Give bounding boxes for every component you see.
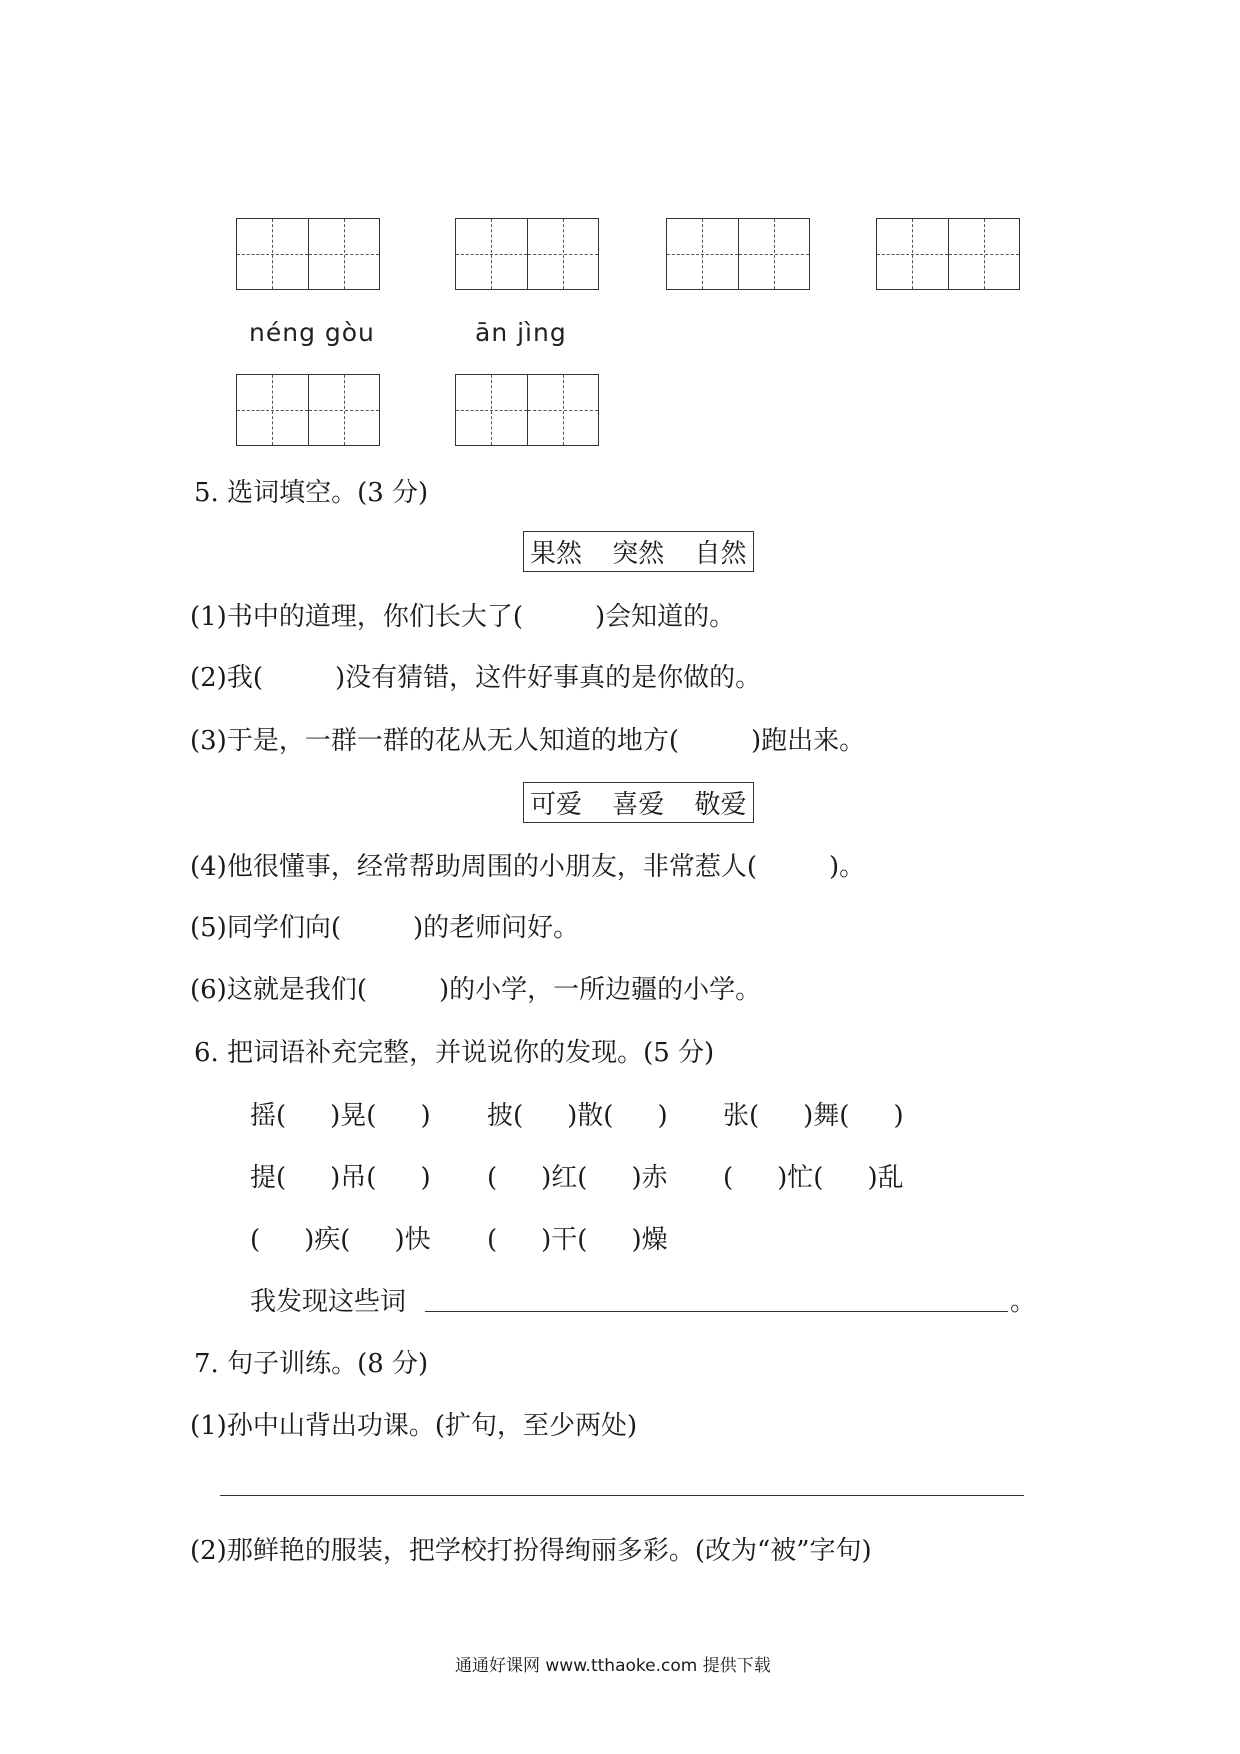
answer-line bbox=[425, 1311, 1008, 1312]
q6-word: 披( )散( ) bbox=[487, 1101, 668, 1131]
q6-word: ( )红( )赤 bbox=[487, 1163, 668, 1193]
q5-sentence-1: (1)书中的道理，你们长大了( )会知道的。 bbox=[190, 602, 736, 632]
question-5-title: 5. 选词填空。(3 分) bbox=[194, 478, 429, 508]
question-7-title: 7. 句子训练。(8 分) bbox=[194, 1349, 429, 1379]
writing-grid bbox=[876, 218, 1020, 290]
q5-sentence-3: (3)于是，一群一群的花从无人知道的地方( )跑出来。 bbox=[190, 726, 866, 756]
writing-grid bbox=[236, 218, 380, 290]
q5-sentence-6: (6)这就是我们( )的小学，一所边疆的小学。 bbox=[190, 975, 762, 1005]
q6-word: 张( )舞( ) bbox=[723, 1101, 904, 1131]
writing-grid bbox=[666, 218, 810, 290]
writing-grid bbox=[455, 374, 599, 446]
q6-word: 摇( )晃( ) bbox=[250, 1101, 431, 1131]
q5-sentence-4: (4)他很懂事，经常帮助周围的小朋友，非常惹人( )。 bbox=[190, 852, 866, 882]
q7-item-2: (2)那鲜艳的服装，把学校打扮得绚丽多彩。(改为“被”字句) bbox=[190, 1536, 872, 1566]
footer-credit: 通通好课网 www.tthaoke.com 提供下载 bbox=[455, 1656, 771, 1676]
q6-word: ( )疾( )快 bbox=[250, 1225, 431, 1255]
word-bank-2: 可爱 喜爱 敬爱 bbox=[523, 782, 754, 823]
q5-sentence-2: (2)我( )没有猜错，这件好事真的是你做的。 bbox=[190, 663, 762, 693]
question-6-title: 6. 把词语补充完整，并说说你的发现。(5 分) bbox=[194, 1038, 715, 1068]
pinyin-neng-gou: néng gòu bbox=[249, 318, 375, 347]
discovery-period: 。 bbox=[1010, 1287, 1037, 1317]
word-bank-1: 果然 突然 自然 bbox=[523, 531, 754, 572]
answer-line bbox=[220, 1495, 1024, 1496]
q7-item-1: (1)孙中山背出功课。(扩句，至少两处) bbox=[190, 1411, 638, 1441]
discovery-prompt: 我发现这些词 bbox=[250, 1287, 407, 1317]
pinyin-an-jing: ān jìng bbox=[475, 318, 567, 347]
q5-sentence-5: (5)同学们向( )的老师问好。 bbox=[190, 913, 580, 943]
writing-grid bbox=[455, 218, 599, 290]
writing-grid bbox=[236, 374, 380, 446]
q6-word: 提( )吊( ) bbox=[250, 1163, 431, 1193]
q6-word: ( )忙( )乱 bbox=[723, 1163, 904, 1193]
q6-word: ( )干( )燥 bbox=[487, 1225, 668, 1255]
